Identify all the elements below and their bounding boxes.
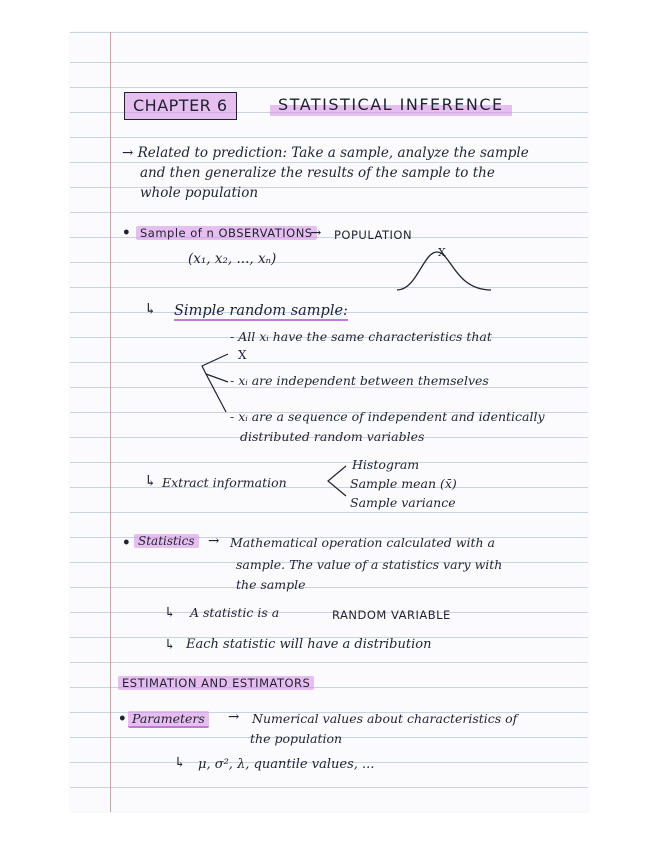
extract-sample-variance: Sample variance — [350, 495, 456, 510]
statistics-sub-2: Each statistic will have a distribution — [186, 637, 432, 652]
srs-label-text: Simple random sample: — [174, 303, 348, 319]
bell-curve-icon — [395, 250, 495, 292]
srs-item-3: - xᵢ are a sequence of independent and identically — [230, 409, 545, 424]
intro-line-1: → Related to prediction: Take a sample, analyze the sample — [122, 145, 529, 161]
parameters-arrow: → — [228, 709, 240, 725]
srs-item-2: - xᵢ are independent between themselves — [230, 373, 489, 388]
branch-bracket-icon — [196, 352, 230, 412]
statistics-def-2: sample. The value of a statistics vary with — [236, 557, 503, 572]
estimation-heading-text: ESTIMATION AND ESTIMATORS — [118, 676, 314, 690]
parameters-def-1: Numerical values about characteristics of — [252, 711, 518, 726]
statistics-sub-1: A statistic is a — [190, 605, 280, 620]
estimation-heading — [118, 674, 314, 692]
parameters-examples: μ, σ², λ, quantile values, ... — [198, 757, 375, 772]
parameters-bullet: • — [118, 711, 127, 727]
left-bracket-arrow-icon — [324, 464, 348, 498]
extract-histogram: Histogram — [352, 457, 420, 472]
sample-label-text: Sample of n OBSERVATIONS — [136, 226, 317, 240]
chapter-label: CHAPTER 6 — [124, 92, 237, 120]
extract-sample-mean: Sample mean (x̄) — [350, 476, 457, 491]
statistics-def-1: Mathematical operation calculated with a — [230, 535, 495, 550]
statistics-label — [134, 532, 199, 550]
srs-marker: ↳ — [144, 300, 157, 318]
parameters-def-2: the population — [250, 731, 343, 746]
statistics-def-3: the sample — [236, 577, 306, 592]
random-variable-label: RANDOM VARIABLE — [332, 608, 451, 622]
srs-item-3-cont: distributed random variables — [240, 429, 425, 444]
sample-bullet: • — [122, 225, 131, 241]
curve-x-label: X — [438, 246, 446, 259]
intro-line-2: and then generalize the results of the sample to the — [140, 165, 495, 181]
chapter-title: STATISTICAL INFERENCE — [270, 94, 512, 116]
statistics-bullet: • — [122, 535, 131, 551]
parameters-label — [128, 710, 209, 728]
intro-line-3: whole population — [140, 185, 259, 201]
srs-item-1-x: X — [238, 348, 247, 362]
statistics-arrow: → — [208, 533, 220, 549]
extract-marker: ↳ — [144, 472, 157, 490]
margin-line — [110, 32, 111, 812]
population-label: POPULATION — [334, 228, 413, 242]
srs-item-1: - All xᵢ have the same characteristics that — [230, 329, 492, 344]
notebook-page — [70, 32, 588, 812]
parameters-label-text: Parameters — [128, 711, 209, 728]
srs-label — [174, 302, 348, 320]
parameters-marker: ↳ — [174, 755, 186, 771]
statistics-sub-1-marker: ↳ — [164, 605, 176, 621]
statistics-sub-2-marker: ↳ — [164, 637, 176, 653]
sample-tuple: (x₁, x₂, ..., xₙ) — [188, 251, 277, 267]
extract-label: Extract information — [162, 475, 287, 490]
sample-label — [136, 224, 317, 242]
statistics-label-text: Statistics — [134, 534, 199, 548]
sample-arrow: → — [310, 225, 322, 241]
